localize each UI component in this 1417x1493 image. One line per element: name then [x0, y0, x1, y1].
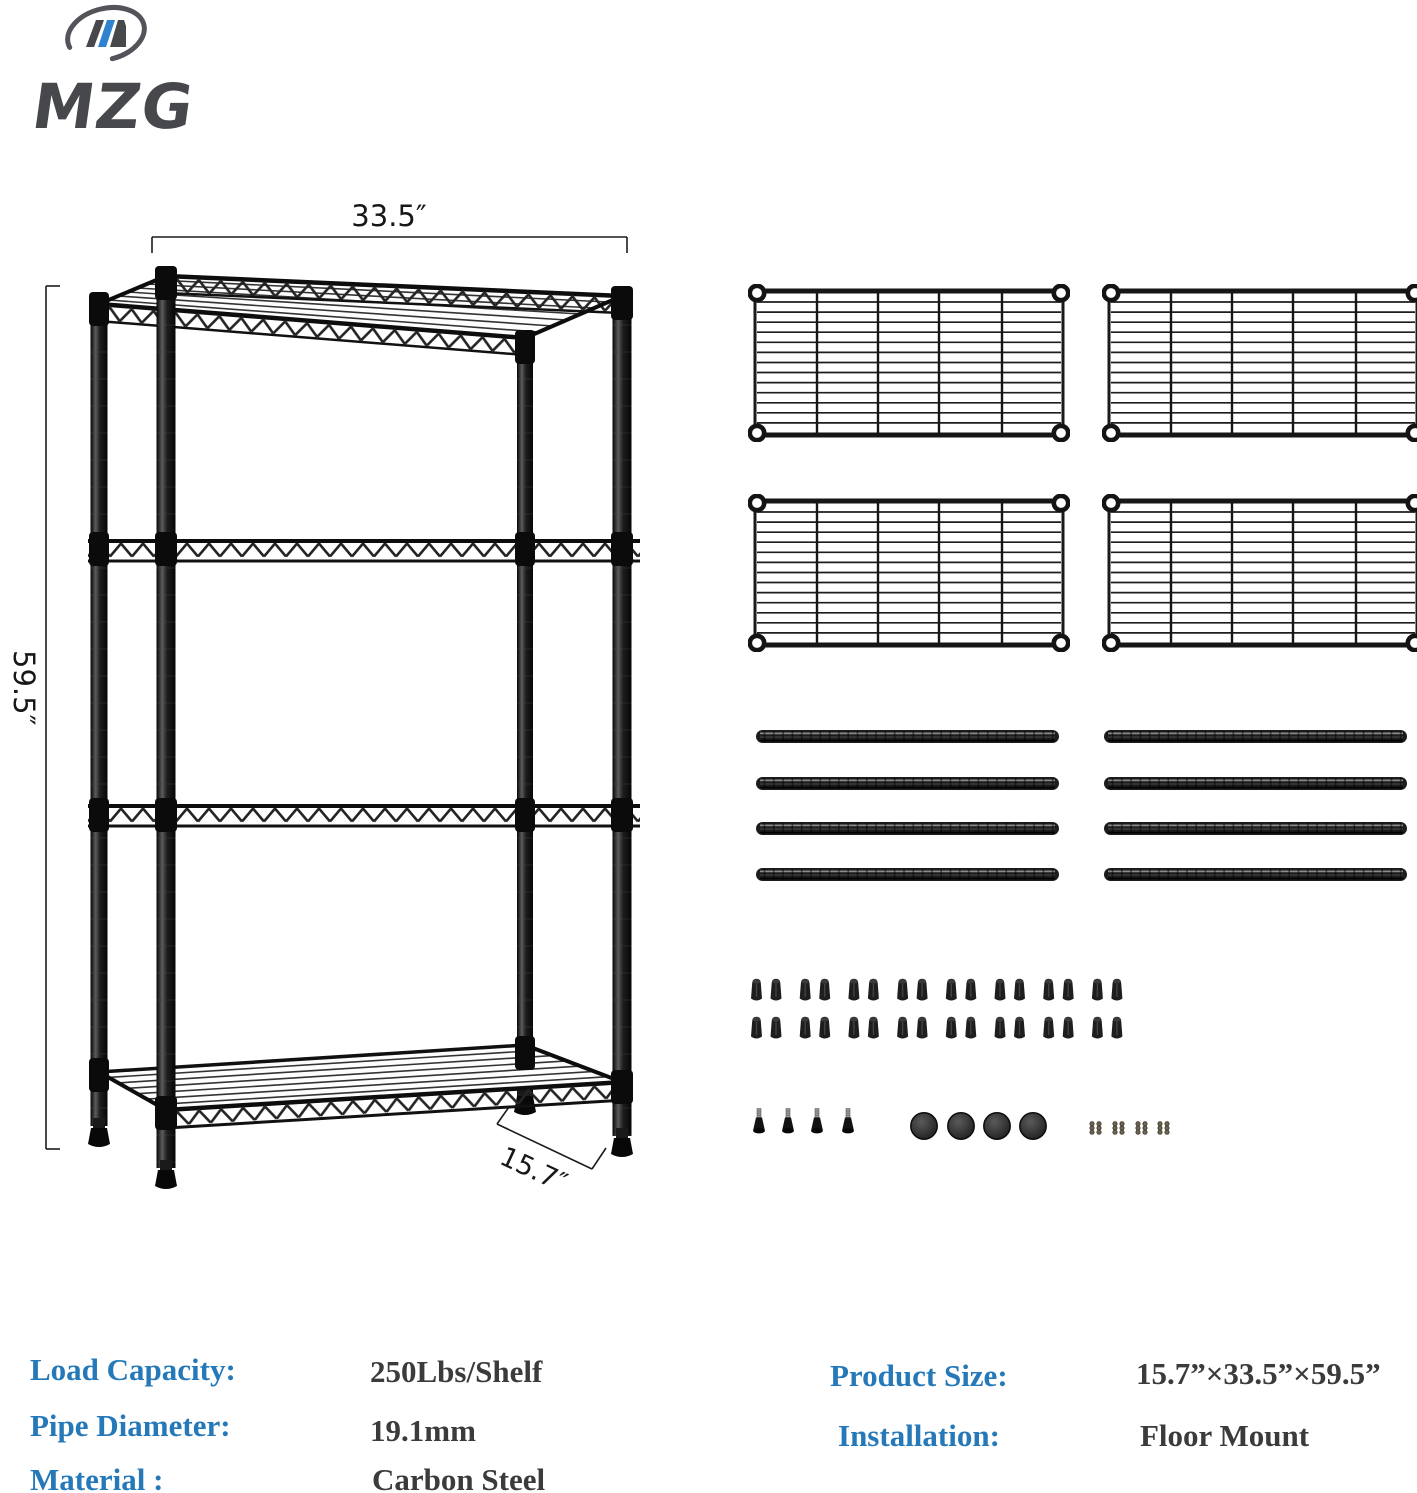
post-front-left [155, 268, 177, 1189]
wire-shelf-panel-1 [750, 286, 1068, 440]
wire-shelf-panel-3 [750, 496, 1068, 650]
collars-front [155, 266, 633, 1130]
spec-load-capacity-value: 250Lbs/Shelf [370, 1354, 543, 1389]
post-back-right [514, 338, 536, 1115]
brand-logo [28, 0, 199, 143]
spec-product-size-value: 15.7”×33.5”×59.5” [1136, 1356, 1381, 1391]
height-label: 59.5″ [7, 650, 41, 726]
spec-product-size-label: Product Size: [830, 1358, 1008, 1393]
sleeve-clips [751, 979, 1122, 1039]
spec-material-label: Material : [30, 1462, 164, 1493]
wire-shelf-panels [750, 286, 1417, 650]
logo-wordmark: MZG [27, 70, 199, 143]
spec-load-capacity-label: Load Capacity: [30, 1352, 236, 1387]
wire-shelf-panel-4 [1104, 496, 1417, 650]
width-label: 33.5″ [351, 199, 427, 233]
spec-installation-label: Installation: [838, 1418, 1000, 1453]
dimension-width [152, 199, 627, 253]
depth-label: 15.7″ [495, 1141, 572, 1200]
leveling-feet [753, 1109, 854, 1134]
dimension-depth [495, 1107, 606, 1199]
spec-pipe-diameter-value: 19.1mm [370, 1413, 476, 1448]
screw-sets [1090, 1122, 1169, 1135]
shelving-unit [88, 266, 640, 1189]
post-front-right [611, 288, 633, 1157]
parts-layout [750, 286, 1417, 1139]
shelf-4 [99, 1045, 623, 1128]
spec-material-value: Carbon Steel [372, 1462, 546, 1493]
spec-pipe-diameter-label: Pipe Diameter: [30, 1408, 231, 1443]
top-caps [911, 1113, 1046, 1139]
post-back-left [88, 294, 110, 1147]
spec-installation-value: Floor Mount [1140, 1418, 1310, 1453]
collars-back [89, 292, 535, 1092]
pole-sections [756, 730, 1407, 881]
dimension-height [7, 286, 60, 1149]
wire-shelf-panel-2 [1104, 286, 1417, 440]
